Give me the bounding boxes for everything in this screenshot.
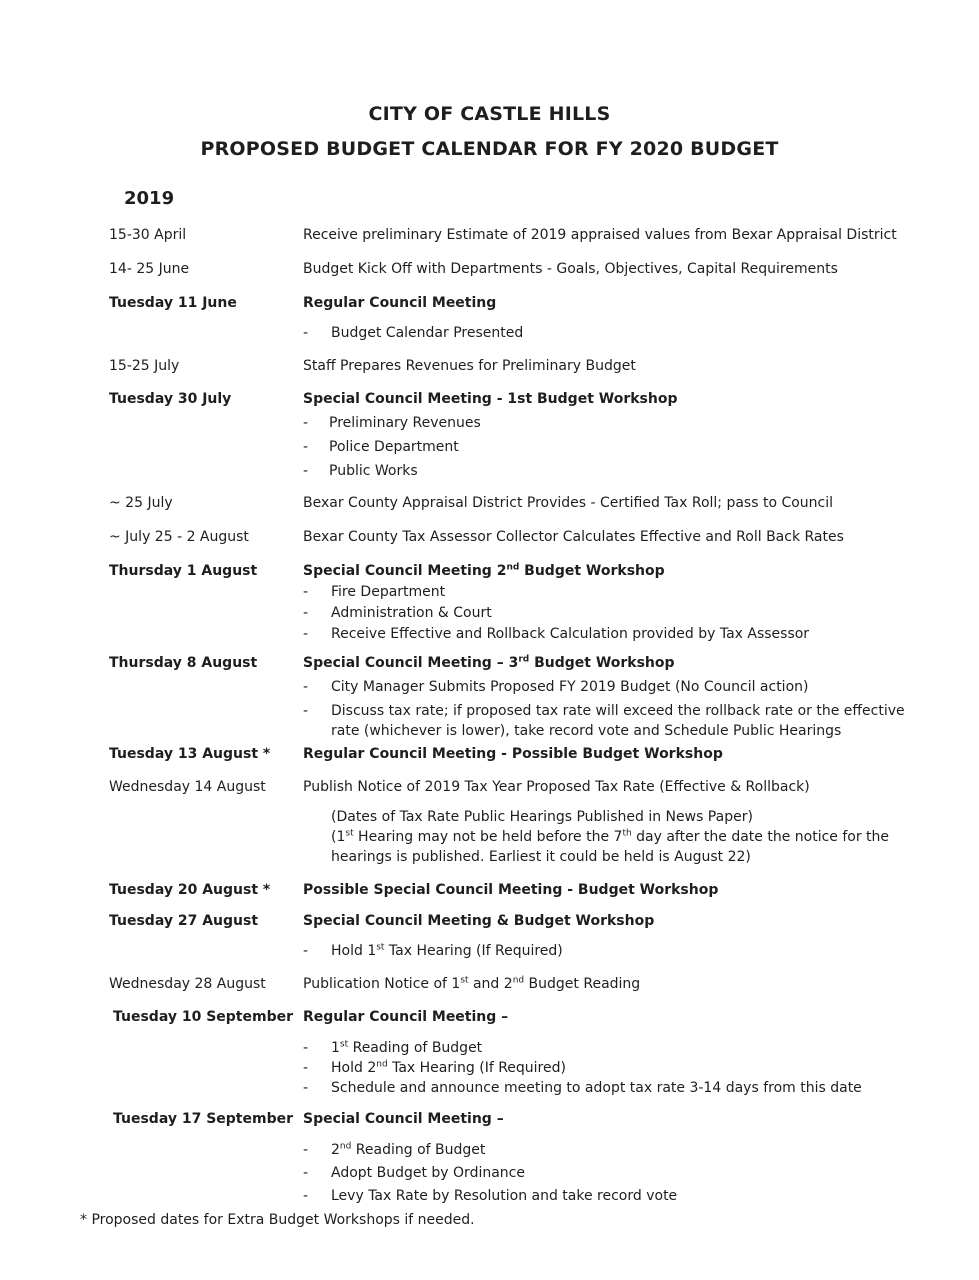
entry-date: Wednesday 28 August (109, 976, 266, 992)
entry-item: - Receive Effective and Rollback Calculation provided by Tax Assessor (303, 626, 810, 642)
entry-note: (1st Hearing may not be held before the 7th day after the date the notice for the (331, 828, 890, 845)
entry-text: Budget Kick Off with Departments - Goals, Objectives, Capital Requirements (303, 261, 838, 277)
year-heading: 2019 (124, 188, 175, 209)
entry-text: Publication Notice of 1st and 2nd Budget Reading (303, 975, 641, 992)
entry-item: - Adopt Budget by Ordinance (303, 1165, 525, 1181)
entry-item: - Administration & Court (303, 605, 492, 621)
entry-date: Tuesday 11 June (109, 295, 237, 311)
entry-text: Staff Prepares Revenues for Preliminary Budget (303, 358, 636, 374)
entry-item: - Police Department (303, 439, 459, 455)
entry-item: - City Manager Submits Proposed FY 2019 Budget (No Council action) (303, 679, 809, 695)
entry-item: - Hold 2nd Tax Hearing (If Required) (303, 1059, 566, 1076)
entry-item-text: rate (whichever is lower), take record vote and Schedule Public Hearings (331, 723, 842, 739)
entry-date: ~ July 25 - 2 August (109, 529, 249, 545)
entry-item: - Public Works (303, 463, 418, 479)
entry-date: Tuesday 17 September (113, 1111, 293, 1127)
entry-item: - Levy Tax Rate by Resolution and take record vote (303, 1188, 678, 1204)
entry-text: Special Council Meeting - 1st Budget Workshop (303, 391, 678, 407)
entry-text: Publish Notice of 2019 Tax Year Proposed Tax Rate (Effective & Rollback) (303, 779, 810, 795)
entry-item: - Budget Calendar Presented (303, 325, 524, 341)
entry-item: - 2nd Reading of Budget (303, 1141, 486, 1158)
entry-date: Tuesday 20 August * (109, 882, 271, 898)
entry-date: ~ 25 July (109, 495, 173, 511)
footer-note: * Proposed dates for Extra Budget Workshops if needed. (80, 1212, 475, 1228)
entry-item-text: Discuss tax rate; if proposed tax rate will exceed the rollback rate or the effective (331, 703, 905, 719)
entry-item: - Fire Department (303, 584, 446, 600)
entry-note: (Dates of Tax Rate Public Hearings Published in News Paper) (331, 809, 753, 825)
entry-text: Bexar County Appraisal District Provides - Certified Tax Roll; pass to Council (303, 495, 834, 511)
city-title: CITY OF CASTLE HILLS (368, 103, 611, 125)
entry-text: Special Council Meeting – (303, 1111, 504, 1127)
entry-item: - Preliminary Revenues (303, 415, 481, 431)
entry-text: Bexar County Tax Assessor Collector Calculates Effective and Roll Back Rates (303, 529, 844, 545)
entry-text: Possible Special Council Meeting - Budget Workshop (303, 882, 719, 898)
entry-note: hearings is published. Earliest it could be held is August 22) (331, 849, 751, 865)
entry-item: - Hold 1st Tax Hearing (If Required) (303, 942, 563, 959)
entry-item: - Schedule and announce meeting to adopt tax rate 3-14 days from this date (303, 1080, 862, 1096)
entry-text: Regular Council Meeting - Possible Budget Workshop (303, 746, 723, 762)
entry-item: - (303, 703, 309, 719)
entry-text: Receive preliminary Estimate of 2019 appraised values from Bexar Appraisal District (303, 227, 897, 243)
entry-text: Special Council Meeting 2nd Budget Workshop (303, 562, 665, 579)
entry-date: Wednesday 14 August (109, 779, 266, 795)
entry-text: Special Council Meeting – 3rd Budget Workshop (303, 654, 675, 671)
entry-item: - 1st Reading of Budget (303, 1039, 483, 1056)
entry-date: Tuesday 10 September (113, 1009, 293, 1025)
entry-text: Regular Council Meeting – (303, 1009, 509, 1025)
entry-date: Tuesday 27 August (109, 913, 259, 929)
entry-date: Tuesday 30 July (109, 391, 232, 407)
entry-date: Thursday 8 August (109, 655, 258, 671)
entry-date: Tuesday 13 August * (109, 746, 271, 762)
entry-text: Regular Council Meeting (303, 295, 497, 311)
entry-date: 14- 25 June (109, 261, 190, 277)
entry-date: 15-25 July (109, 358, 180, 374)
entry-date: 15-30 April (109, 227, 187, 243)
entry-date: Thursday 1 August (109, 563, 258, 579)
entry-text: Special Council Meeting & Budget Workshop (303, 913, 655, 929)
page-title: PROPOSED BUDGET CALENDAR FOR FY 2020 BUDGET (200, 138, 779, 160)
